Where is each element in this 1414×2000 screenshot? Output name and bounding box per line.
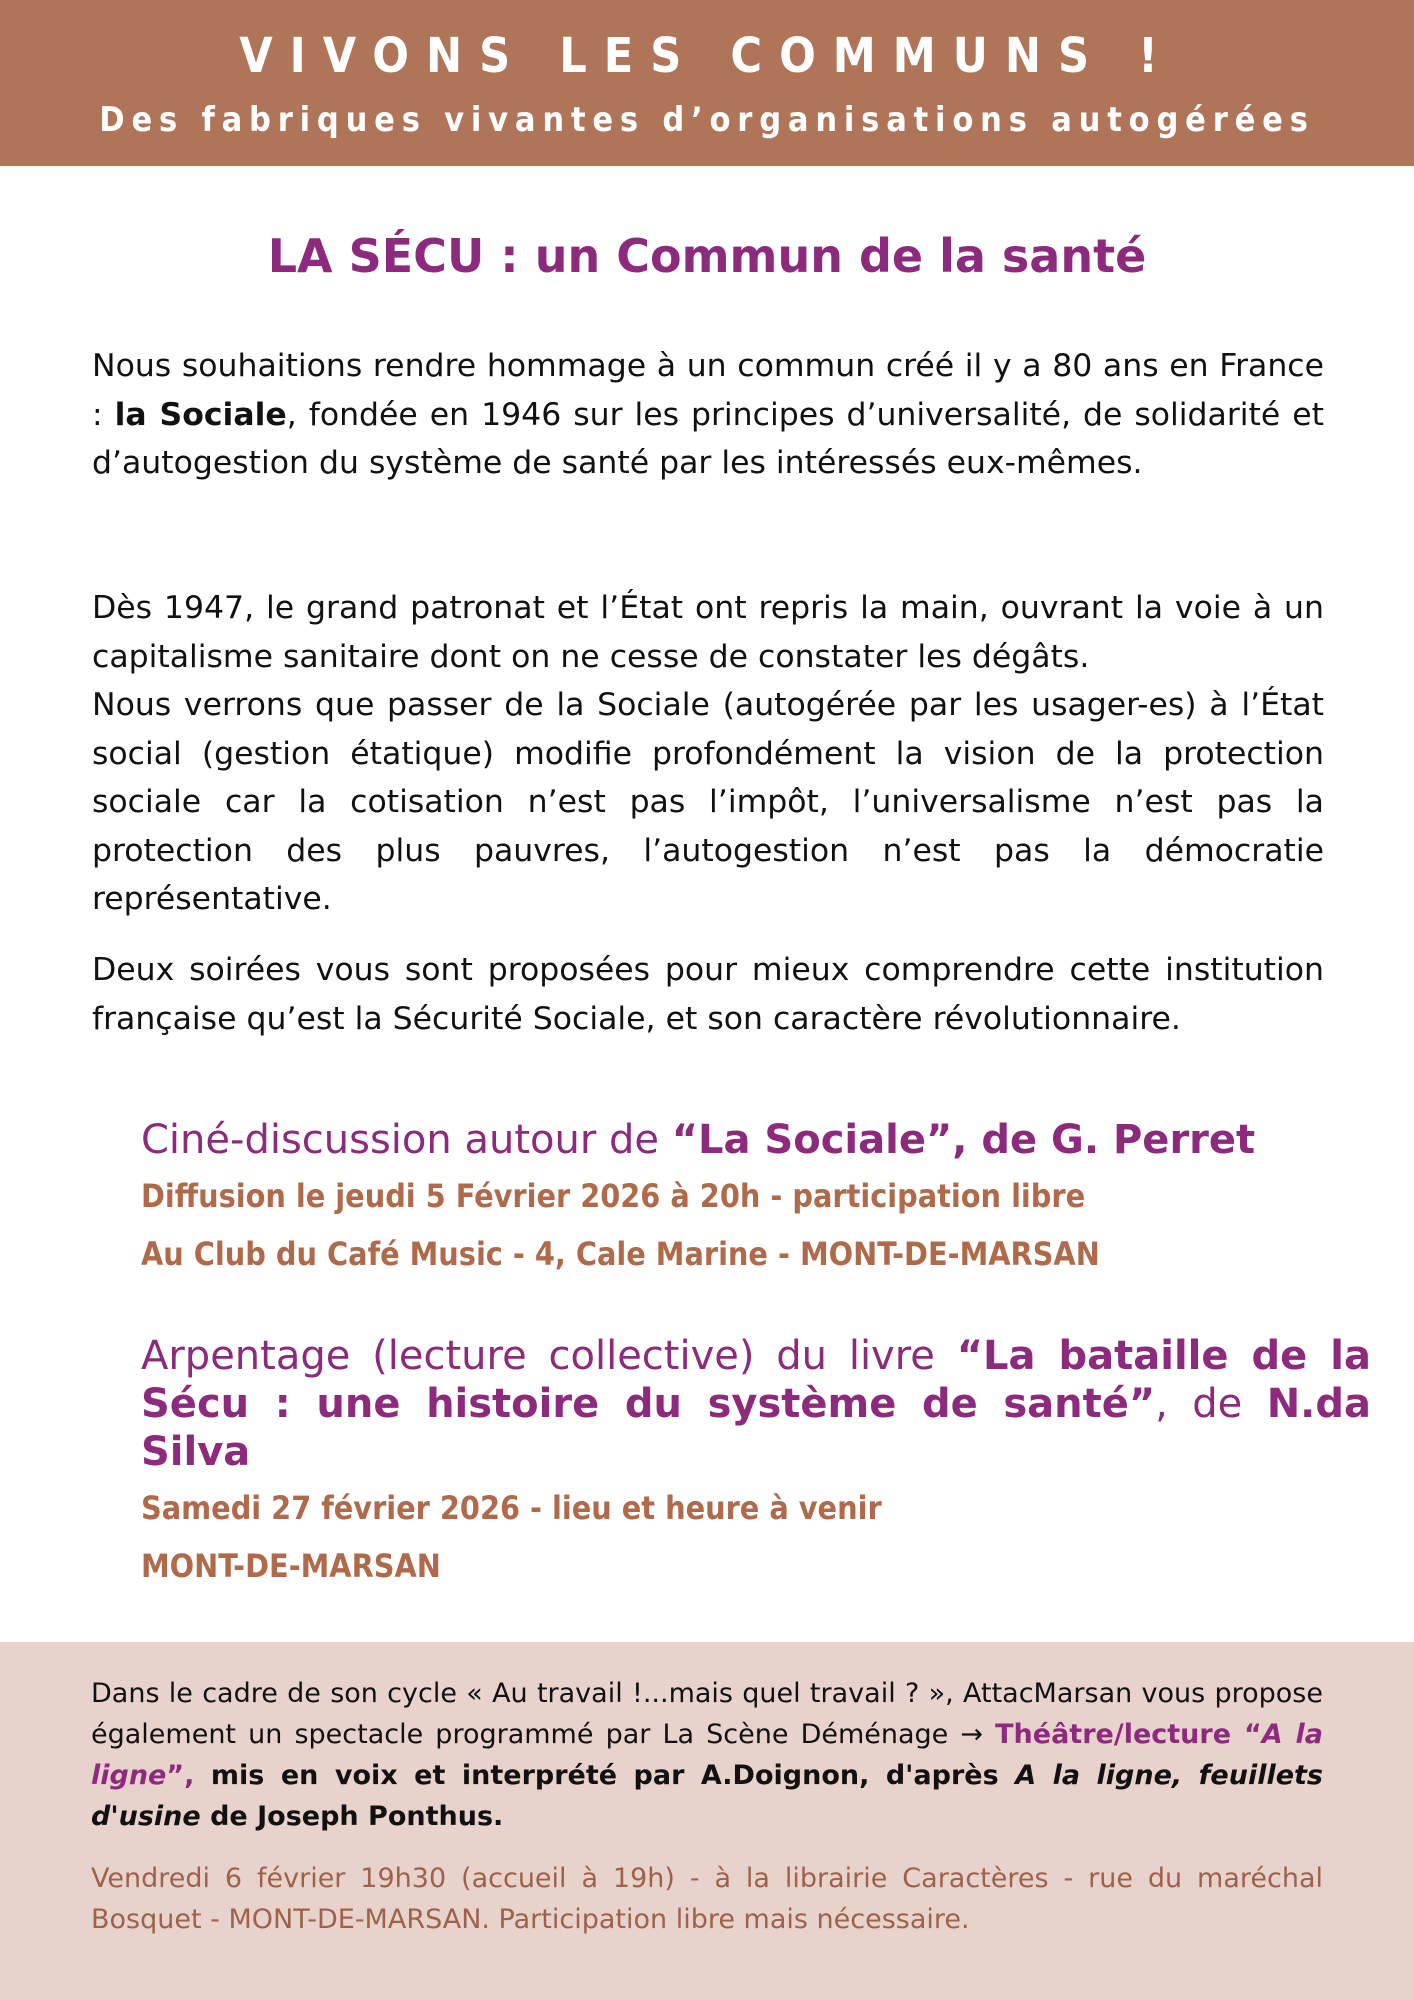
event-title-prefix: Arpentage (lecture collective) du livre (141, 1333, 957, 1379)
history-text-2: Nous verrons que passer de la Sociale (autogérée par les usager-es) à l’État social (gestion étatique) modifie profondément la vision de la protection sociale car la cotisation n’est pas l’impôt, l’universalisme n’est pas la protection des plus pauvres, l’autogestion n’est pas la démocratie représentative. (92, 687, 1324, 917)
event-title-strong: “La bataille de la Sécu : une histoire du système de santé” (141, 1333, 1371, 1427)
footer-description (91, 1673, 1323, 1837)
event-date: Samedi 27 février 2026 - lieu et heure à venir (141, 1489, 882, 1527)
footer-box (0, 1642, 1414, 2000)
event-location: MONT-DE-MARSAN (141, 1547, 441, 1585)
event-location: Au Club du Café Music - 4, Cale Marine - MONT-DE-MARSAN (141, 1235, 1100, 1273)
intro-paragraph (92, 342, 1324, 488)
header-banner (0, 0, 1414, 166)
show-suffix: ”, (166, 1760, 195, 1791)
intro-text-end: , fondée en 1946 sur les principes d’universalité, de solidarité et d’autogestion du système de santé par les intéressés eux-mêmes. (92, 396, 1324, 481)
footer-event-info: Vendredi 6 février 19h30 (accueil à 19h) - à la librairie Caractères - rue du maréchal Bosquet - MONT-DE-MARSAN. Participation libre mais nécessaire. (91, 1863, 1323, 1935)
history-paragraph (92, 584, 1324, 924)
event-date: Diffusion le jeudi 5 Février 2026 à 20h - participation libre (141, 1177, 1086, 1215)
event-title (141, 1116, 1371, 1164)
show-credits: mis en voix et interprété par A.Doignon, d'après (194, 1760, 1016, 1791)
intro-text-start: Nous souhaitions rendre hommage à un commun créé il y a 80 ans en France : (92, 348, 1324, 433)
footer-intro: Dans le cadre de son cycle « Au travail !...mais quel travail ? », AttacMarsan vous propose également un spectacle programmé par La Scène Déménage → (91, 1678, 1323, 1750)
header-title: VIVONS LES COMMUNS ! (239, 28, 1175, 84)
event-title-strong: “La Sociale”, de G. Perret (671, 1117, 1256, 1163)
page-title: LA SÉCU : un Commun de la santé (267, 229, 1147, 283)
intro-text-bold: la Sociale (114, 396, 287, 433)
event-arpentage (141, 1332, 1371, 1586)
event-title-mid: , de (1155, 1381, 1267, 1427)
event-cine-discussion (141, 1116, 1371, 1274)
event-title-author: N.da Silva (141, 1381, 1371, 1475)
history-text-1: Dès 1947, le grand patronat et l’État ont repris la main, ouvrant la voie à un capitalisme sanitaire dont on ne cesse de constater les dégâts. (92, 590, 1324, 675)
events-intro-paragraph: Deux soirées vous sont proposées pour mieux comprendre cette institution française qu’est la Sécurité Sociale, et son caractère révolutionnaire. (92, 952, 1324, 1037)
book-title: A la ligne, feuillets d'usine (91, 1760, 1323, 1832)
event-title (141, 1332, 1371, 1476)
book-author: de Joseph Ponthus. (200, 1801, 504, 1832)
show-title: A la ligne (91, 1719, 1323, 1791)
header-subtitle: Des fabriques vivantes d’organisations autogérées (99, 100, 1315, 140)
event-title-prefix: Ciné-discussion autour de (141, 1117, 672, 1163)
show-prefix: Théâtre/lecture “ (995, 1719, 1262, 1750)
